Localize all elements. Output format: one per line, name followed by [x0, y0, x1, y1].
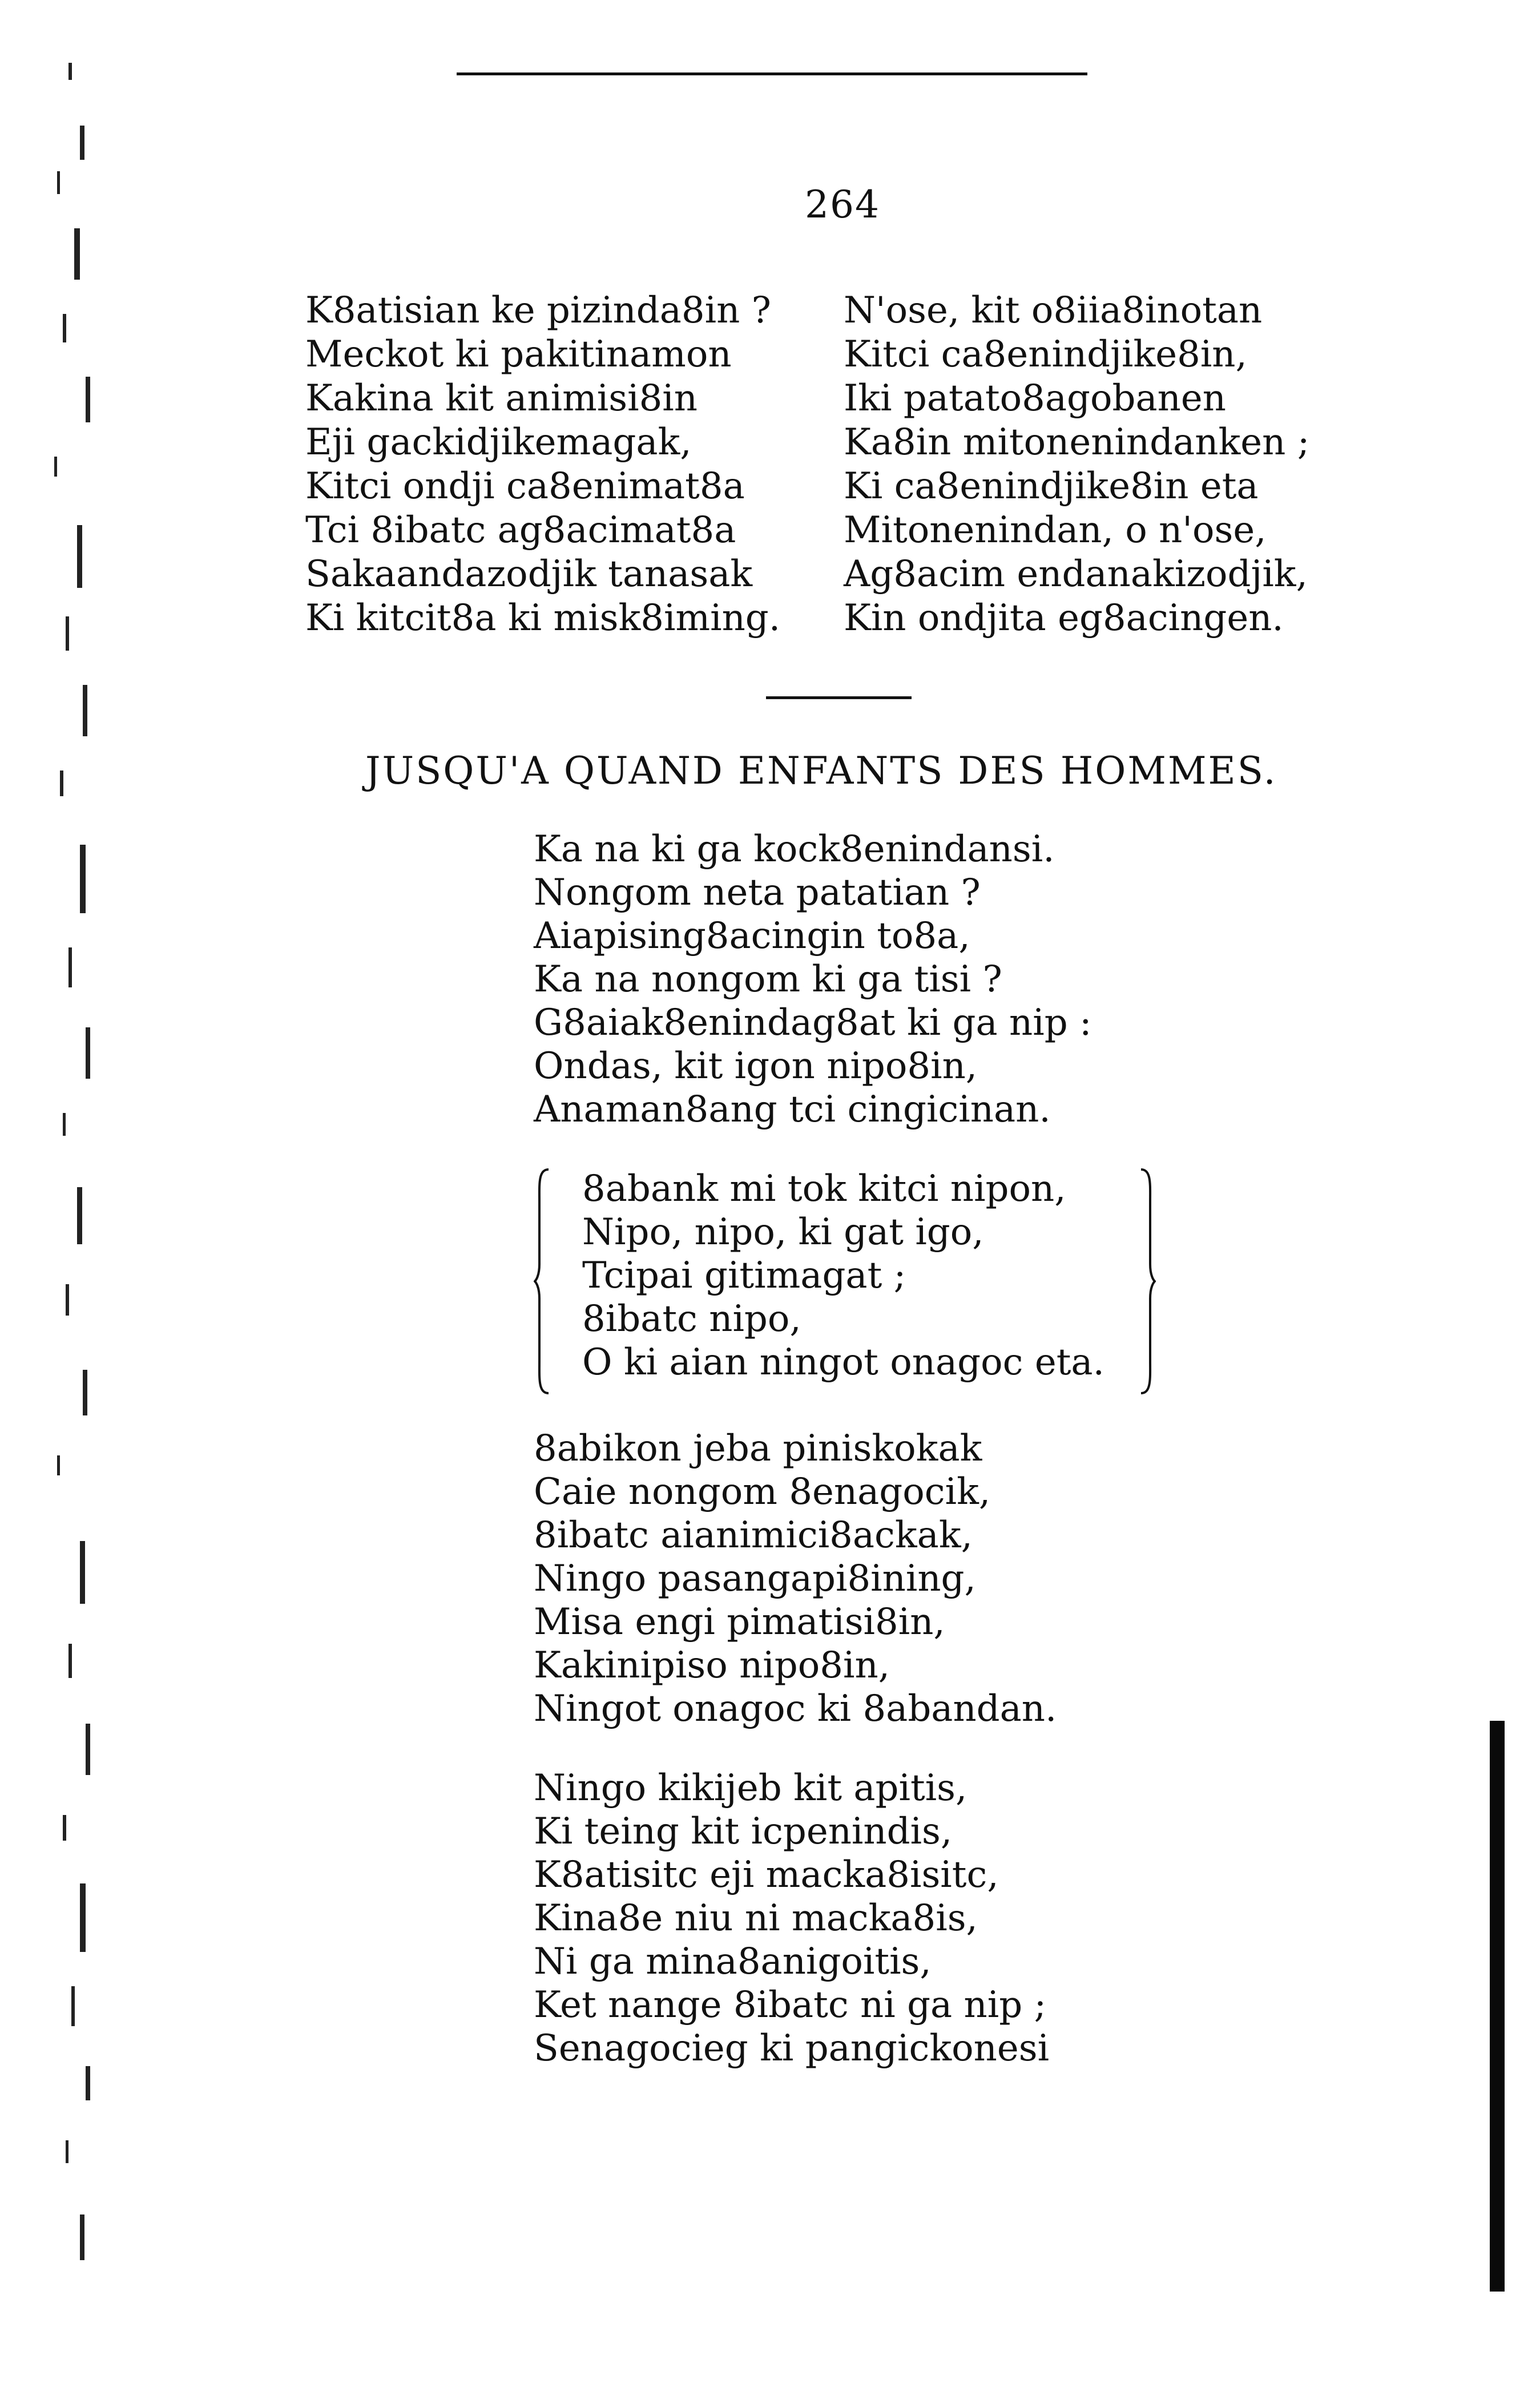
verse-line: Anaman8ang tci cingicinan. — [534, 1088, 1051, 1131]
verse-line: Kina8e niu ni macka8is, — [534, 1897, 978, 1939]
left-brace — [534, 1167, 551, 1395]
section-separator — [766, 696, 912, 699]
verse-line: Misa engi pimatisi8in, — [534, 1601, 945, 1643]
chorus-line: 8ibatc nipo, — [582, 1298, 801, 1340]
top-rule — [457, 72, 1087, 75]
verse-line: Ket nange 8ibatc ni ga nip ; — [534, 1984, 1047, 2026]
verse-line: Ningo kikijeb kit apitis, — [534, 1767, 967, 1809]
verse-line: Mitonenindan, o n'ose, — [844, 509, 1267, 551]
verse-line: Senagocieg ki pangickonesi — [534, 2027, 1050, 2070]
verse-line: K8atisian ke pizinda8in ? — [305, 289, 771, 332]
left-verse-column — [305, 289, 819, 640]
verse-line: Iki patato8agobanen — [844, 377, 1226, 419]
section-title: JUSQU'A QUAND ENFANTS DES HOMMES. — [365, 749, 1277, 793]
chorus-line: 8abank mi tok kitci nipon, — [582, 1168, 1066, 1210]
verse-line: Ka na ki ga kock8enindansi. — [534, 828, 1055, 870]
verse-line: Ondas, kit igon nipo8in, — [534, 1045, 978, 1087]
verse-line: Kakina kit animisi8in — [305, 377, 698, 419]
verse-line: Ka8in mitonenindanken ; — [844, 421, 1310, 463]
verse-line: Ka na nongom ki ga tisi ? — [534, 958, 1002, 1001]
verse-line: K8atisitc eji macka8isitc, — [534, 1854, 999, 1896]
verse-line: Aiapising8acingin to8a, — [534, 915, 970, 957]
verse-line: Tci 8ibatc ag8acimat8a — [305, 509, 736, 551]
verse-line: N'ose, kit o8iia8inotan — [844, 289, 1263, 332]
verse-line: Ni ga mina8anigoitis, — [534, 1941, 932, 1983]
chorus-block — [534, 1167, 1156, 1407]
verse-line: 8ibatc aianimici8ackak, — [534, 1514, 973, 1556]
right-brace — [1139, 1167, 1156, 1395]
verse-line: Ki ca8enindjike8in eta — [844, 465, 1259, 507]
verse-line: Nongom neta patatian ? — [534, 872, 981, 914]
chorus-line: Tcipai gitimagat ; — [582, 1255, 906, 1297]
verse-line: Kin ondjita eg8acingen. — [844, 597, 1284, 639]
verse-line: Ningot onagoc ki 8abandan. — [534, 1688, 1057, 1730]
verse-line: Caie nongom 8enagocik, — [534, 1471, 991, 1513]
stanza-1 — [534, 828, 1219, 1131]
verse-line: Kakinipiso nipo8in, — [534, 1644, 890, 1687]
verse-line: Ki kitcit8a ki misk8iming. — [305, 597, 781, 639]
verse-line: Ag8acim endanakizodjik, — [844, 553, 1308, 595]
verse-line: 8abikon jeba piniskokak — [534, 1427, 982, 1470]
verse-line: Kitci ca8enindjike8in, — [844, 333, 1247, 376]
scan-edge-bar — [1490, 1721, 1505, 2292]
stanza-3 — [534, 1766, 1219, 2070]
chorus-line: Nipo, nipo, ki gat igo, — [582, 1211, 984, 1253]
verse-line: Ningo pasangapi8ining, — [534, 1558, 976, 1600]
verse-line: Meckot ki pakitinamon — [305, 333, 732, 376]
chorus-line: O ki aian ningot onagoc eta. — [582, 1341, 1104, 1383]
verse-line: Sakaandazodjik tanasak — [305, 553, 753, 595]
verse-line: G8aiak8enindag8at ki ga nip : — [534, 1002, 1092, 1044]
page-number: 264 — [805, 183, 880, 227]
right-verse-column — [844, 289, 1357, 640]
verse-line: Eji gackidjikemagak, — [305, 421, 692, 463]
verse-line: Ki teing kit icpenindis, — [534, 1810, 953, 1853]
stanza-2 — [534, 1427, 1219, 1731]
scanned-margin-speckle — [0, 57, 114, 2283]
verse-line: Kitci ondji ca8enimat8a — [305, 465, 745, 507]
